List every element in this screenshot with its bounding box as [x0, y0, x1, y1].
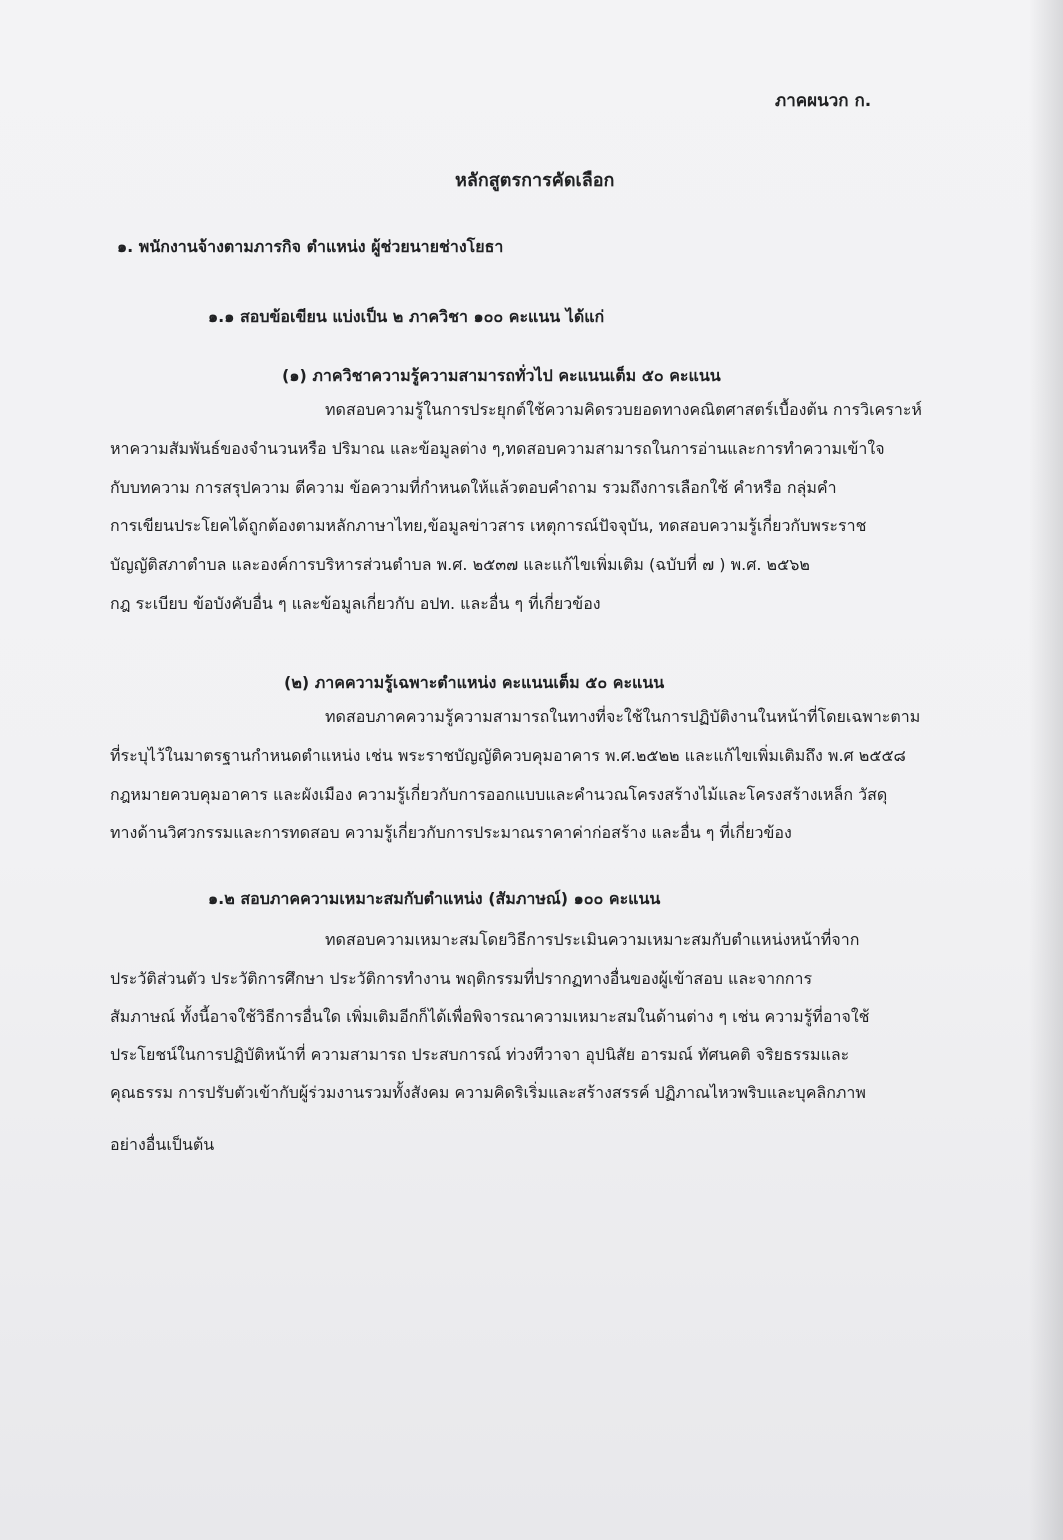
- subsection-1-2-line-2: ประวัติส่วนตัว ประวัติการศึกษา ประวัติการทำงาน พฤติกรรมที่ปรากฏทางอื่นของผู้เข้าสอบ และจากการ: [110, 969, 813, 988]
- part-1-line-6: กฎ ระเบียบ ข้อบังคับอื่น ๆ และข้อมูลเกี่ยวกับ อปท. และอื่น ๆ ที่เกี่ยวข้อง: [110, 594, 601, 613]
- part-2-line-3: กฎหมายควบคุมอาคาร และผังเมือง ความรู้เกี่ยวกับการออกแบบและคำนวณโครงสร้างไม้และโครงสร้างเหล็ก วัสดุ: [110, 785, 888, 804]
- appendix-label: ภาคผนวก ก.: [775, 91, 872, 111]
- part-2-line-2: ที่ระบุไว้ในมาตรฐานกำหนดตำแหน่ง เช่น พระราชบัญญัติควบคุมอาคาร พ.ศ.๒๕๒๒ และแก้ไขเพิ่มเติมถึง พ.ศ ๒๕๕๘: [110, 746, 906, 765]
- part-2-heading: (๒) ภาคความรู้เฉพาะตำแหน่ง คะแนนเต็ม ๕๐ คะแนน: [284, 673, 665, 692]
- subsection-1-2-line-1: ทดสอบความเหมาะสมโดยวิธีการประเมินความเหมาะสมกับตำแหน่งหน้าที่จาก: [325, 930, 860, 949]
- page-edge-shadow: [1029, 0, 1063, 1540]
- part-1-line-1: ทดสอบความรู้ในการประยุกต์ใช้ความคิดรวบยอดทางคณิตศาสตร์เบื้องต้น การวิเคราะห์: [325, 400, 922, 419]
- section-1-heading: ๑. พนักงานจ้างตามภารกิจ ตำแหน่ง ผู้ช่วยนายช่างโยธา: [117, 237, 504, 256]
- part-1-line-3: กับบทความ การสรุปความ ตีความ ข้อความที่กำหนดให้แล้วตอบคำถาม รวมถึงการเลือกใช้ คำหรือ กลุ่มคำ: [110, 478, 837, 497]
- subsection-1-2-line-6: อย่างอื่นเป็นต้น: [110, 1135, 215, 1154]
- subsection-1-2-heading: ๑.๒ สอบภาคความเหมาะสมกับตำแหน่ง (สัมภาษณ์) ๑๐๐ คะแนน: [208, 889, 661, 908]
- part-1-heading: (๑) ภาควิชาความรู้ความสามารถทั่วไป คะแนนเต็ม ๕๐ คะแนน: [282, 366, 721, 385]
- part-1-line-5: บัญญัติสภาตำบล และองค์การบริหารส่วนตำบล พ.ศ. ๒๕๓๗ และแก้ไขเพิ่มเติม (ฉบับที่ ๗ ) พ.ศ. ๒๕๖๒: [110, 555, 810, 574]
- document-title: หลักสูตรการคัดเลือก: [455, 170, 615, 191]
- part-2-line-1: ทดสอบภาคความรู้ความสามารถในทางที่จะใช้ในการปฏิบัติงานในหน้าที่โดยเฉพาะตาม: [325, 707, 921, 726]
- subsection-1-2-line-5: คุณธรรม การปรับตัวเข้ากับผู้ร่วมงานรวมทั้งสังคม ความคิดริเริ่มและสร้างสรรค์ ปฏิภาณไหวพริบและบุคลิกภาพ: [110, 1083, 866, 1102]
- part-1-line-4: การเขียนประโยคได้ถูกต้องตามหลักภาษาไทย,ข้อมูลข่าวสาร เหตุการณ์ปัจจุบัน, ทดสอบความรู้เกี่ยวกับพระราช: [110, 516, 867, 535]
- part-2-line-4: ทางด้านวิศวกรรมและการทดสอบ ความรู้เกี่ยวกับการประมาณราคาค่าก่อสร้าง และอื่น ๆ ที่เกี่ยวข้อง: [110, 823, 792, 842]
- subsection-1-2-line-3: สัมภาษณ์ ทั้งนี้อาจใช้วิธีการอื่นใด เพิ่มเติมอีกก็ได้เพื่อพิจารณาความเหมาะสมในด้านต่าง ๆ เช่น ความรู้ที่อาจใช้: [110, 1007, 870, 1026]
- subsection-1-2-line-4: ประโยชน์ในการปฏิบัติหน้าที่ ความสามารถ ประสบการณ์ ท่วงทีวาจา อุปนิสัย อารมณ์ ทัศนคติ จริยธรรมและ: [110, 1045, 850, 1064]
- subsection-1-1-heading: ๑.๑ สอบข้อเขียน แบ่งเป็น ๒ ภาควิชา ๑๐๐ คะแนน ได้แก่: [208, 307, 605, 326]
- part-1-line-2: หาความสัมพันธ์ของจำนวนหรือ ปริมาณ และข้อมูลต่าง ๆ,ทดสอบความสามารถในการอ่านและการทำความเข้าใจ: [110, 439, 885, 458]
